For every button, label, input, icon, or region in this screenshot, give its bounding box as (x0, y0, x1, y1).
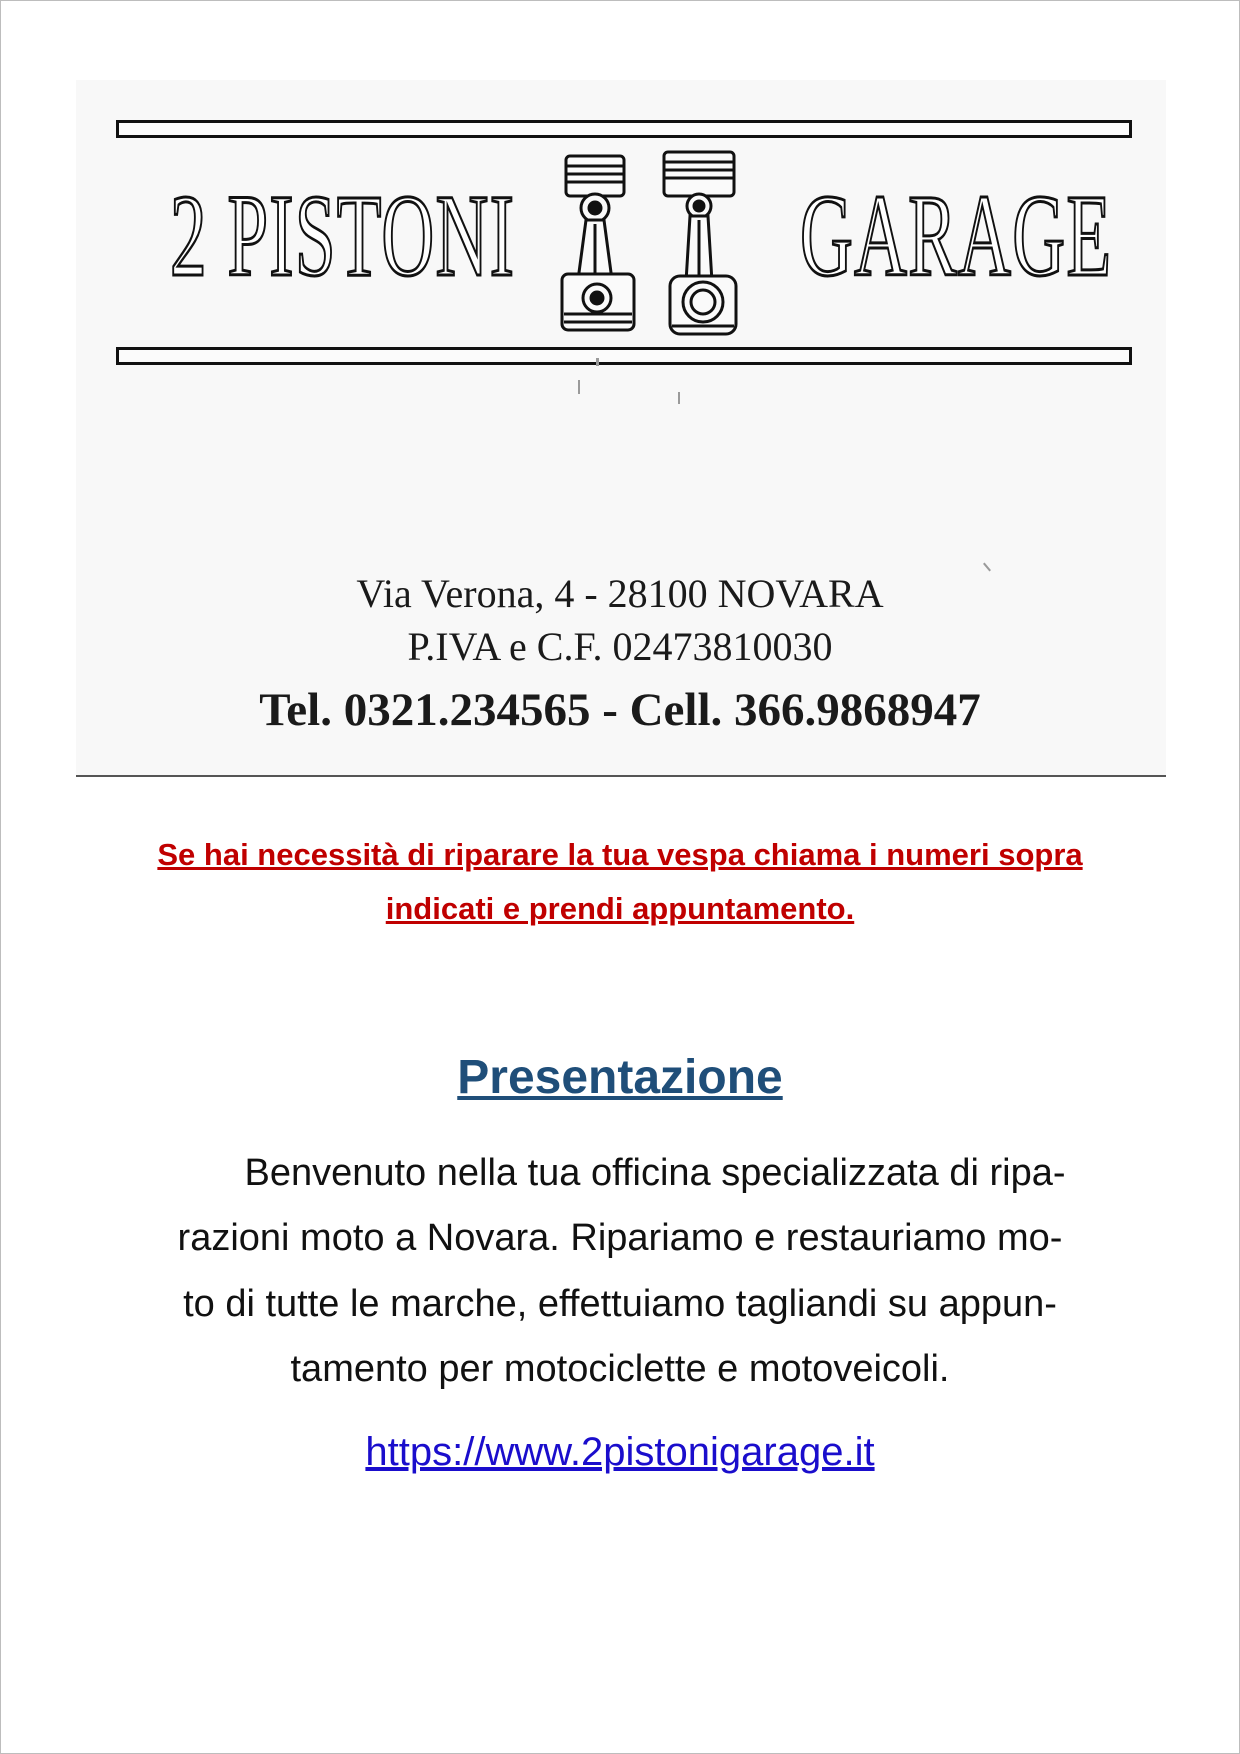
presentation-line-2: razioni moto a Novara. Ripariamo e restauriamo mo- (177, 1217, 1063, 1259)
scan-speck (578, 380, 580, 394)
presentation-line-3: to di tutte le marche, effettuiamo tagliandi su appun- (183, 1283, 1057, 1325)
repair-notice-line-1: Se hai necessità di riparare la tua vespa chiama i numeri sopra (157, 837, 1083, 872)
card-address: Via Verona, 4 - 28100 NOVARA (356, 571, 884, 616)
scan-speck (596, 358, 599, 366)
pistons-icon (560, 150, 742, 340)
section-heading: Presentazione (457, 1051, 783, 1104)
presentation-line-4: tamento per motociclette e motoveicoli. (290, 1348, 950, 1390)
scan-speck (678, 392, 680, 404)
card-phone-numbers: Tel. 0321.234565 - Cell. 366.9868947 (259, 684, 981, 736)
card-edge (76, 775, 1166, 777)
logo-bar-top (116, 120, 1132, 138)
logo-text-left: 2 PISTONI (170, 170, 516, 301)
card-vat-number: P.IVA e C.F. 02473810030 (407, 624, 833, 669)
presentation-line-1: Benvenuto nella tua officina specializzata di ripa- (244, 1152, 1066, 1194)
logo-text-right: GARAGE (800, 170, 1113, 301)
logo-bar-bottom (116, 347, 1132, 365)
repair-notice-line-2: indicati e prendi appuntamento. (385, 891, 855, 926)
website-link[interactable]: https://www.2pistonigarage.it (365, 1430, 875, 1474)
